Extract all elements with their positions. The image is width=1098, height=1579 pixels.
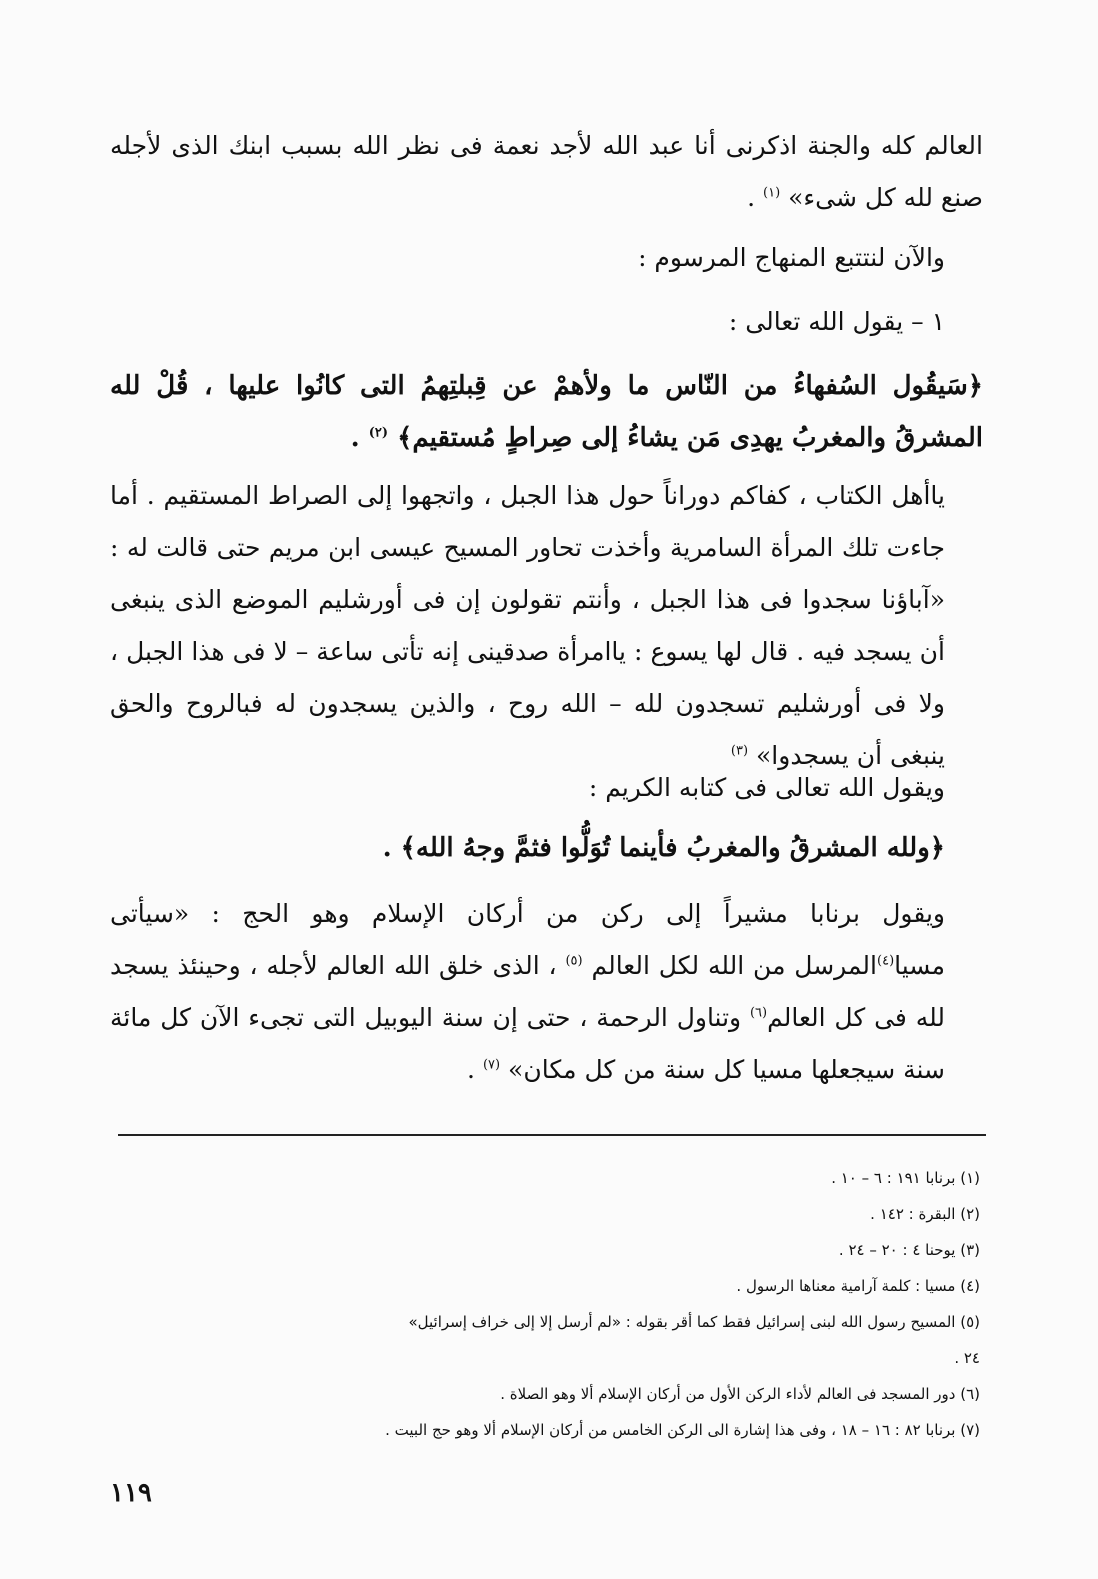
footnote-5: (٥) المسيح رسول الله لبنى إسرائيل فقط كما أقر بقوله : «لم أرسل إلا إلى خراف إسرائيل» [408,1313,980,1331]
paragraph-3-text: ١ – يقول الله تعالى : [728,307,945,336]
quran-verse-2 [110,822,983,874]
verse-2-text: ﴿ولله المشرقُ والمغربُ فأينما تُوَلُّوا فثمَّ وجهُ الله﴾ . [382,833,945,863]
footnote-ref-1: (١) [763,185,781,201]
paragraph-6-end: . [467,1055,475,1084]
footnote-2: (٢) البقرة : ١٤٢ . [870,1205,980,1223]
footnotes [118,1160,980,1448]
paragraph-6 [110,888,983,1096]
footnote-ref-5: (٥) [565,953,583,969]
paragraph-3 [110,296,983,348]
footnote-5-continued: ٢٤ . [954,1349,980,1367]
footnote-ref-4: (٤) [877,953,895,969]
footnote-6: (٦) دور المسجد فى العالم لأداء الركن الأول من أركان الإسلام ألا وهو الصلاة . [500,1385,980,1403]
paragraph-4 [110,470,983,782]
paragraph-6-text-b: المرسل من الله لكل العالم [591,951,877,980]
paragraph-5 [110,762,983,814]
paragraph-4-text: ياأهل الكتاب ، كفاكم دوراناً حول هذا الجبل ، واتجهوا إلى الصراط المستقيم . أما جاءت تلك المرأة السامرية وأخذت تحاور المسيح عيسى ابن مريم حتى قالت له : «آباؤنا سجدوا فى هذا الجبل ، وأنتم تقولون إن فى أورشليم الموضع الذى ينبغى أن يسجد فيه . قال لها يسوع : ياامرأة صدقينى إنه تأتى ساعة – لا فى هذا الجبل ، ولا فى أورشليم تسجدون لله – الله روح ، والذين يسجدون له فبالروح والحق ينبغى أن يسجدوا» [110,481,945,770]
paragraph-2-text: والآن لنتتبع المنهاج المرسوم : [638,243,945,272]
paragraph-1 [110,120,983,224]
footnote-7: (٧) برنابا ٨٢ : ١٦ – ١٨ ، وفى هذا إشارة الى الركن الخامس من أركان الإسلام ألا وهو حج البيت . [385,1421,980,1439]
paragraph-2 [110,232,983,284]
footnote-3: (٣) يوحنا ٤ : ٢٠ – ٢٤ . [838,1241,980,1259]
footnote-1: (١) برنابا ١٩١ : ٦ – ١٠ . [831,1169,980,1187]
page-number: ١١٩ [110,1478,152,1508]
footnote-ref-7: (٧) [482,1057,501,1073]
footnote-ref-2: (٢) [368,425,389,441]
footnote-4: (٤) مسيا : كلمة آرامية معناها الرسول . [736,1277,980,1295]
quran-verse-1 [110,360,983,464]
verse-1-end: . [350,423,360,453]
paragraph-1-end: . [747,183,756,212]
paragraph-6-text-c: ، الذى خلق الله العالم لأجله ، وحينئذ يسجد لله فى كل العالم [110,951,946,1032]
paragraph-1-text: العالم كله والجنة اذكرنى أنا عبد الله لأجد نعمة فى نظر الله بسبب ابنك الذى لأجله صنع لله كل شىء» [110,131,983,212]
verse-1-text: ﴿سَيقُول السُفهاءُ من النّاس ما ولأهمْ عن قِبلتِهمُ التى كانُوا عليها ، قُلْ لله المشرقُ والمغربُ يهدِى مَن يشاءُ إلى صِراطٍ مُستقيم﴾ [110,371,983,453]
paragraph-5-text: ويقول الله تعالى فى كتابه الكريم : [588,773,945,802]
footnote-ref-6: (٦) [749,1005,768,1021]
footnote-ref-3: (٣) [730,743,749,759]
footnote-divider [118,1134,986,1136]
paragraph-6-text-a: ويقول برنابا مشيراً إلى ركن من أركان الإسلام وهو الحج : «سيأتى مسيا [110,899,946,980]
paragraph-6-text-d: وتناول الرحمة ، حتى إن سنة اليوبيل التى تجىء الآن كل مائة سنة سيجعلها مسيا كل سنة من كل مكان» [110,1003,945,1084]
